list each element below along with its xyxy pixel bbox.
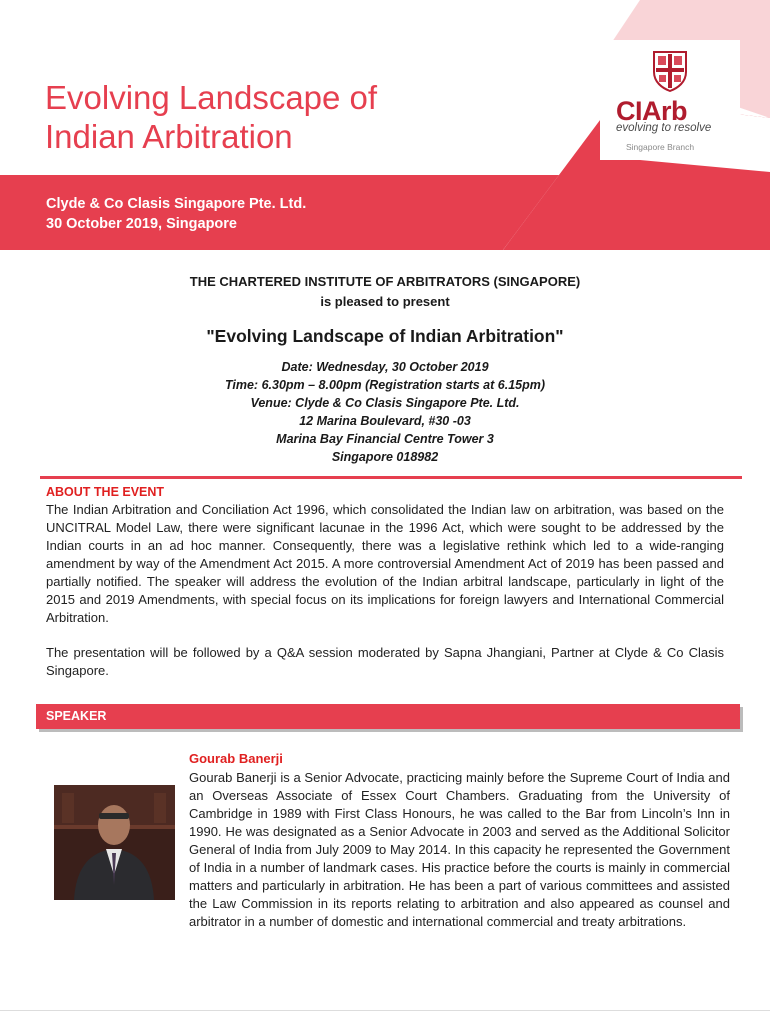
- logo-tagline: evolving to resolve: [616, 122, 712, 134]
- section-divider: [40, 476, 742, 479]
- logo-branch: Singapore Branch: [626, 142, 695, 152]
- ciarb-logo: [612, 50, 722, 160]
- speaker-section-bar: [36, 704, 740, 729]
- crest-shield-icon: [652, 50, 688, 92]
- about-heading: ABOUT THE EVENT: [46, 485, 165, 499]
- venue-address-3: Singapore 018982: [331, 450, 439, 464]
- event-date: Date: Wednesday, 30 October 2019: [281, 360, 489, 374]
- venue-address-1: 12 Marina Boulevard, #30 -03: [299, 414, 471, 428]
- logo-name: CIArb: [616, 96, 687, 126]
- title-line-2: Indian Arbitration: [45, 118, 293, 155]
- footer-rule: [0, 1010, 770, 1011]
- about-body: The Indian Arbitration and Conciliation Act 1996, which consolidated the Indian law on arbitration, was based on the UNCITRAL Model Law, there were significant lacunae in the 1996 Act, which were sought to be addressed by the Indian courts in an ad hoc manner. Consequently, there was a legislative rethink which led to a wide-ranging amendment by way of the Amendment Act 2015. A more controversial Amendment Act of 2019 has been passed and partially notified. The speaker will address the evolution of the Indian arbitral landscape, particularly in light of the 2015 and 2019 Amendments, with special focus on its implications for foreign lawyers and International Commercial Arbitration.: [46, 502, 724, 625]
- institute-name: THE CHARTERED INSTITUTE OF ARBITRATORS (SINGAPORE): [189, 274, 581, 289]
- about-followup: The presentation will be followed by a Q&A session moderated by Sapna Jhangiani, Partner at Clyde & Co Clasis Singapore.: [46, 645, 724, 678]
- speaker-heading: SPEAKER: [46, 709, 107, 723]
- event-time: Time: 6.30pm – 8.00pm (Registration starts at 6.15pm): [224, 378, 546, 392]
- host-line: Clyde & Co Clasis Singapore Pte. Ltd.: [46, 196, 307, 212]
- presents-line: is pleased to present: [320, 294, 450, 309]
- speaker-name: Gourab Banerji: [189, 751, 283, 766]
- event-venue: Venue: Clyde & Co Clasis Singapore Pte. Ltd.: [250, 396, 520, 410]
- venue-address-2: Marina Bay Financial Centre Tower 3: [276, 432, 494, 446]
- speaker-bio: Gourab Banerji is a Senior Advocate, practicing mainly before the Supreme Court of India and an Overseas Associate of Essex Court Chambers. Graduating from the University of Cambridge in 1989 with First Class Honours, he was called to the Bar from Lincoln’s Inn in 1990. He was designated as a Senior Advocate in 2003 and served as the Additional Solicitor General of India from July 2009 to May 2014. In this capacity he represented the Government of India in a number of landmark cases. His practice before the courts is mainly in commercial matters and particularly in arbitration. He has been a part of various committees and assisted the Law Commission in its reports relating to arbitration and also appeared as counsel and arbitrator in a number of domestic and international commercial and treaty arbitrations.: [189, 770, 730, 929]
- page-title: [45, 78, 475, 156]
- title-line-1: Evolving Landscape of: [45, 79, 378, 116]
- speaker-photo: [54, 785, 175, 900]
- date-line: 30 October 2019, Singapore: [46, 216, 237, 232]
- event-title: "Evolving Landscape of Indian Arbitration": [206, 326, 564, 346]
